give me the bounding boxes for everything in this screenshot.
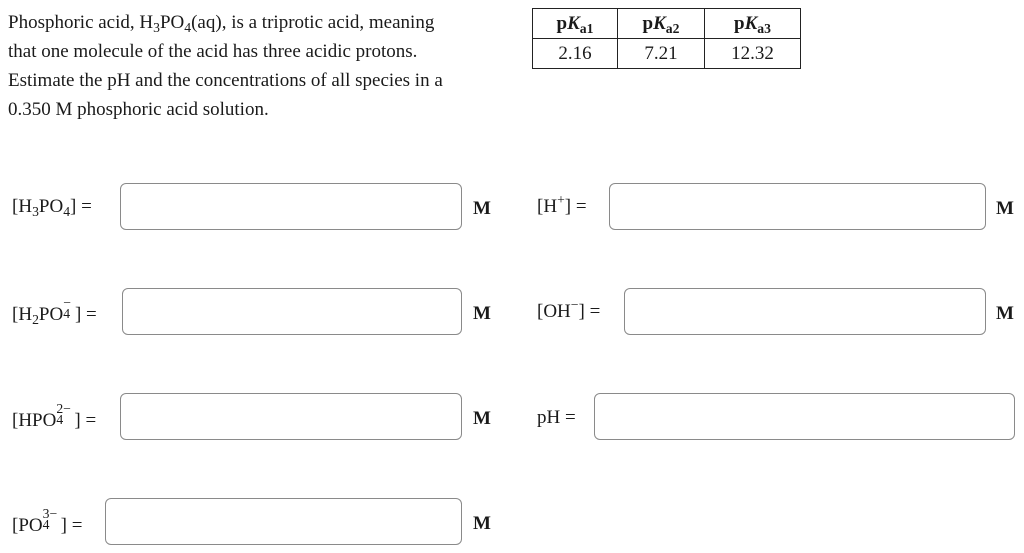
superscript: +: [557, 192, 565, 208]
oh-minus-input-box[interactable]: [624, 288, 986, 335]
text: ] =: [70, 196, 92, 217]
pka1-header: [533, 9, 618, 39]
question-line-2: that one molecule of the acid has three acidic protons.: [8, 41, 418, 62]
text: K: [744, 12, 758, 34]
h-plus-input-box[interactable]: [609, 183, 986, 230]
pka-header-row: [533, 9, 801, 39]
h3po4-label: [12, 196, 92, 218]
subscript: a2: [665, 20, 680, 36]
hpo4-label: [12, 401, 97, 432]
pka2-value: 7.21: [618, 39, 705, 69]
po4-label: [12, 506, 83, 537]
text: [HPO: [12, 410, 57, 431]
h2po4-label: [12, 295, 97, 328]
subscript: a1: [579, 20, 594, 36]
charge-subsup: [42, 506, 61, 533]
superscript: 3−: [42, 506, 58, 522]
oh-minus-input[interactable]: [625, 289, 985, 334]
pka1-value: 2.16: [533, 39, 618, 69]
question-line-4: 0.350 M phosphoric acid solution.: [8, 99, 269, 120]
text: [OH: [537, 301, 571, 322]
pka3-header: [705, 9, 801, 39]
subscript: 3: [153, 20, 160, 36]
ph-input[interactable]: [595, 394, 1014, 439]
text: [H: [537, 196, 558, 217]
text: [H: [12, 196, 33, 217]
text: p: [642, 12, 654, 34]
subscript: 4: [63, 306, 71, 322]
oh-minus-unit: M: [996, 303, 1014, 324]
h2po4-input[interactable]: [123, 289, 461, 334]
superscript: 2−: [56, 401, 71, 417]
subscript: 2: [32, 312, 39, 328]
h2po4-input-box[interactable]: [122, 288, 462, 335]
po4-input-box[interactable]: [105, 498, 462, 545]
subscript: a3: [757, 20, 771, 36]
h-plus-label: [537, 192, 587, 218]
h3po4-input-box[interactable]: [120, 183, 462, 230]
pka-table: [532, 8, 801, 69]
hpo4-unit: M: [473, 408, 491, 429]
text: PO: [38, 196, 64, 217]
h2po4-unit: M: [473, 303, 491, 324]
pka-value-row: [533, 39, 801, 69]
subscript: 4: [42, 517, 50, 533]
question-text: [8, 8, 508, 124]
hpo4-input[interactable]: [121, 394, 461, 439]
oh-minus-label: [537, 297, 601, 323]
text: PO: [159, 12, 185, 33]
text: ] =: [564, 196, 587, 217]
po4-input[interactable]: [106, 499, 461, 544]
subscript: 3: [32, 204, 39, 220]
text: ] =: [74, 304, 97, 325]
superscript: −: [63, 295, 71, 311]
text: ] =: [74, 410, 97, 431]
text: PO: [38, 304, 64, 325]
h3po4-input[interactable]: [121, 184, 461, 229]
text: p: [556, 12, 568, 34]
h3po4-unit: M: [473, 198, 491, 219]
charge-subsup: [63, 295, 75, 322]
ph-input-box[interactable]: [594, 393, 1015, 440]
text: [PO: [12, 515, 43, 536]
text: ] =: [60, 515, 83, 536]
text: Phosphoric acid, H: [8, 12, 154, 33]
subscript: 4: [56, 412, 64, 428]
pka3-value: 12.32: [705, 39, 801, 69]
subscript: 4: [184, 20, 192, 36]
text: ] =: [578, 301, 601, 322]
charge-subsup: [56, 401, 74, 428]
text: K: [653, 12, 666, 34]
question-line-3: Estimate the pH and the concentrations of all species in a: [8, 70, 443, 91]
text: [H: [12, 304, 33, 325]
text: p: [734, 12, 745, 34]
subscript: 4: [63, 204, 71, 220]
h-plus-unit: M: [996, 198, 1014, 219]
hpo4-input-box[interactable]: [120, 393, 462, 440]
pka2-header: [618, 9, 705, 39]
text: (aq), is a triprotic acid, meaning: [191, 12, 435, 33]
ph-label: pH =: [537, 407, 576, 428]
text: K: [567, 12, 580, 34]
h-plus-input[interactable]: [610, 184, 985, 229]
superscript: −: [570, 297, 579, 313]
question-line-1: [8, 8, 508, 37]
po4-unit: M: [473, 513, 491, 534]
